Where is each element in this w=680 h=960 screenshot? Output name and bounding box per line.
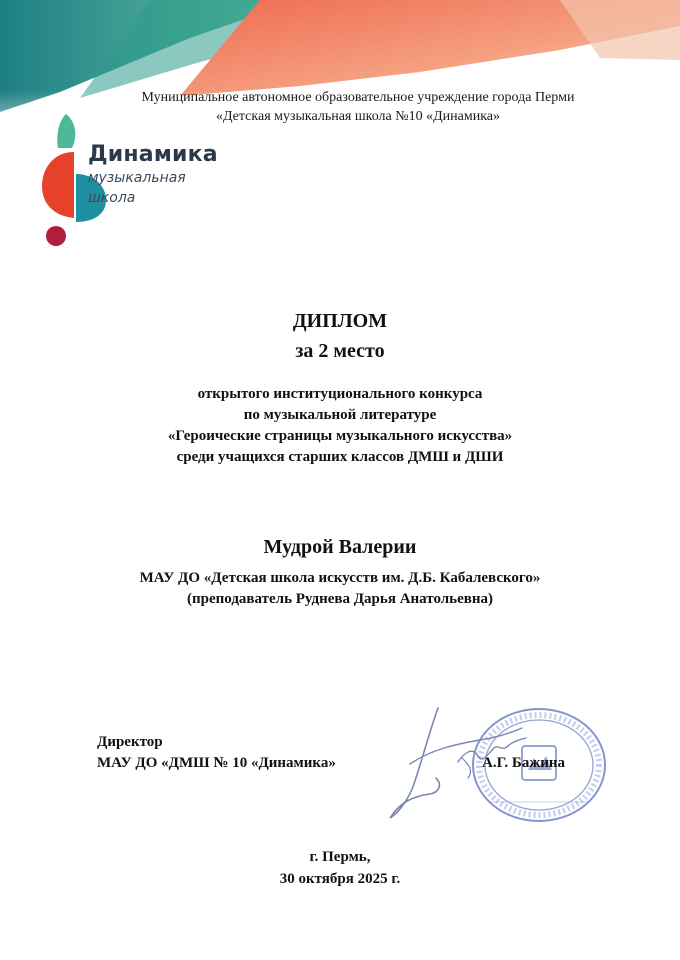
director-title: Директор [97, 734, 163, 750]
issue-date: 30 октября 2025 г. [279, 871, 401, 887]
director-org: МАУ ДО «ДМШ № 10 «Динамика» [97, 755, 336, 771]
logo-text [88, 142, 218, 207]
contest-line-3: «Героические страницы музыкального искусства» [167, 428, 513, 444]
city: г. Пермь, [309, 849, 371, 865]
org-line-2: «Детская музыкальная школа №10 «Динамика» [215, 109, 501, 124]
contest-line-4: среди учащихся старших классов ДМШ и ДШИ [176, 449, 504, 465]
contest-line-1: открытого институционального конкурса [197, 386, 483, 402]
contest-description [0, 384, 680, 468]
org-line-1: Муниципальное автономное образовательное учреждение города Перми [141, 90, 575, 105]
diploma-title: ДИПЛОМ [292, 310, 388, 332]
recipient-school-block [0, 568, 680, 610]
logo-sub-1: музыкальная [88, 170, 186, 186]
signer-name: А.Г. Бажина [482, 755, 566, 771]
logo-sub-2: школа [88, 190, 136, 206]
signature-left [97, 732, 336, 774]
place-date-block [0, 846, 680, 890]
recipient-teacher: (преподаватель Руднева Дарья Анатольевна) [187, 591, 493, 607]
logo-name: Динамика [88, 142, 218, 167]
contest-line-2: по музыкальной литературе [243, 407, 437, 423]
recipient-school: МАУ ДО «Детская школа искусств им. Д.Б. Кабалевского» [139, 570, 541, 586]
diploma-place: за 2 место [295, 340, 385, 362]
recipient-name: Мудрой Валерии [263, 536, 417, 558]
diploma-title-block [0, 306, 680, 366]
